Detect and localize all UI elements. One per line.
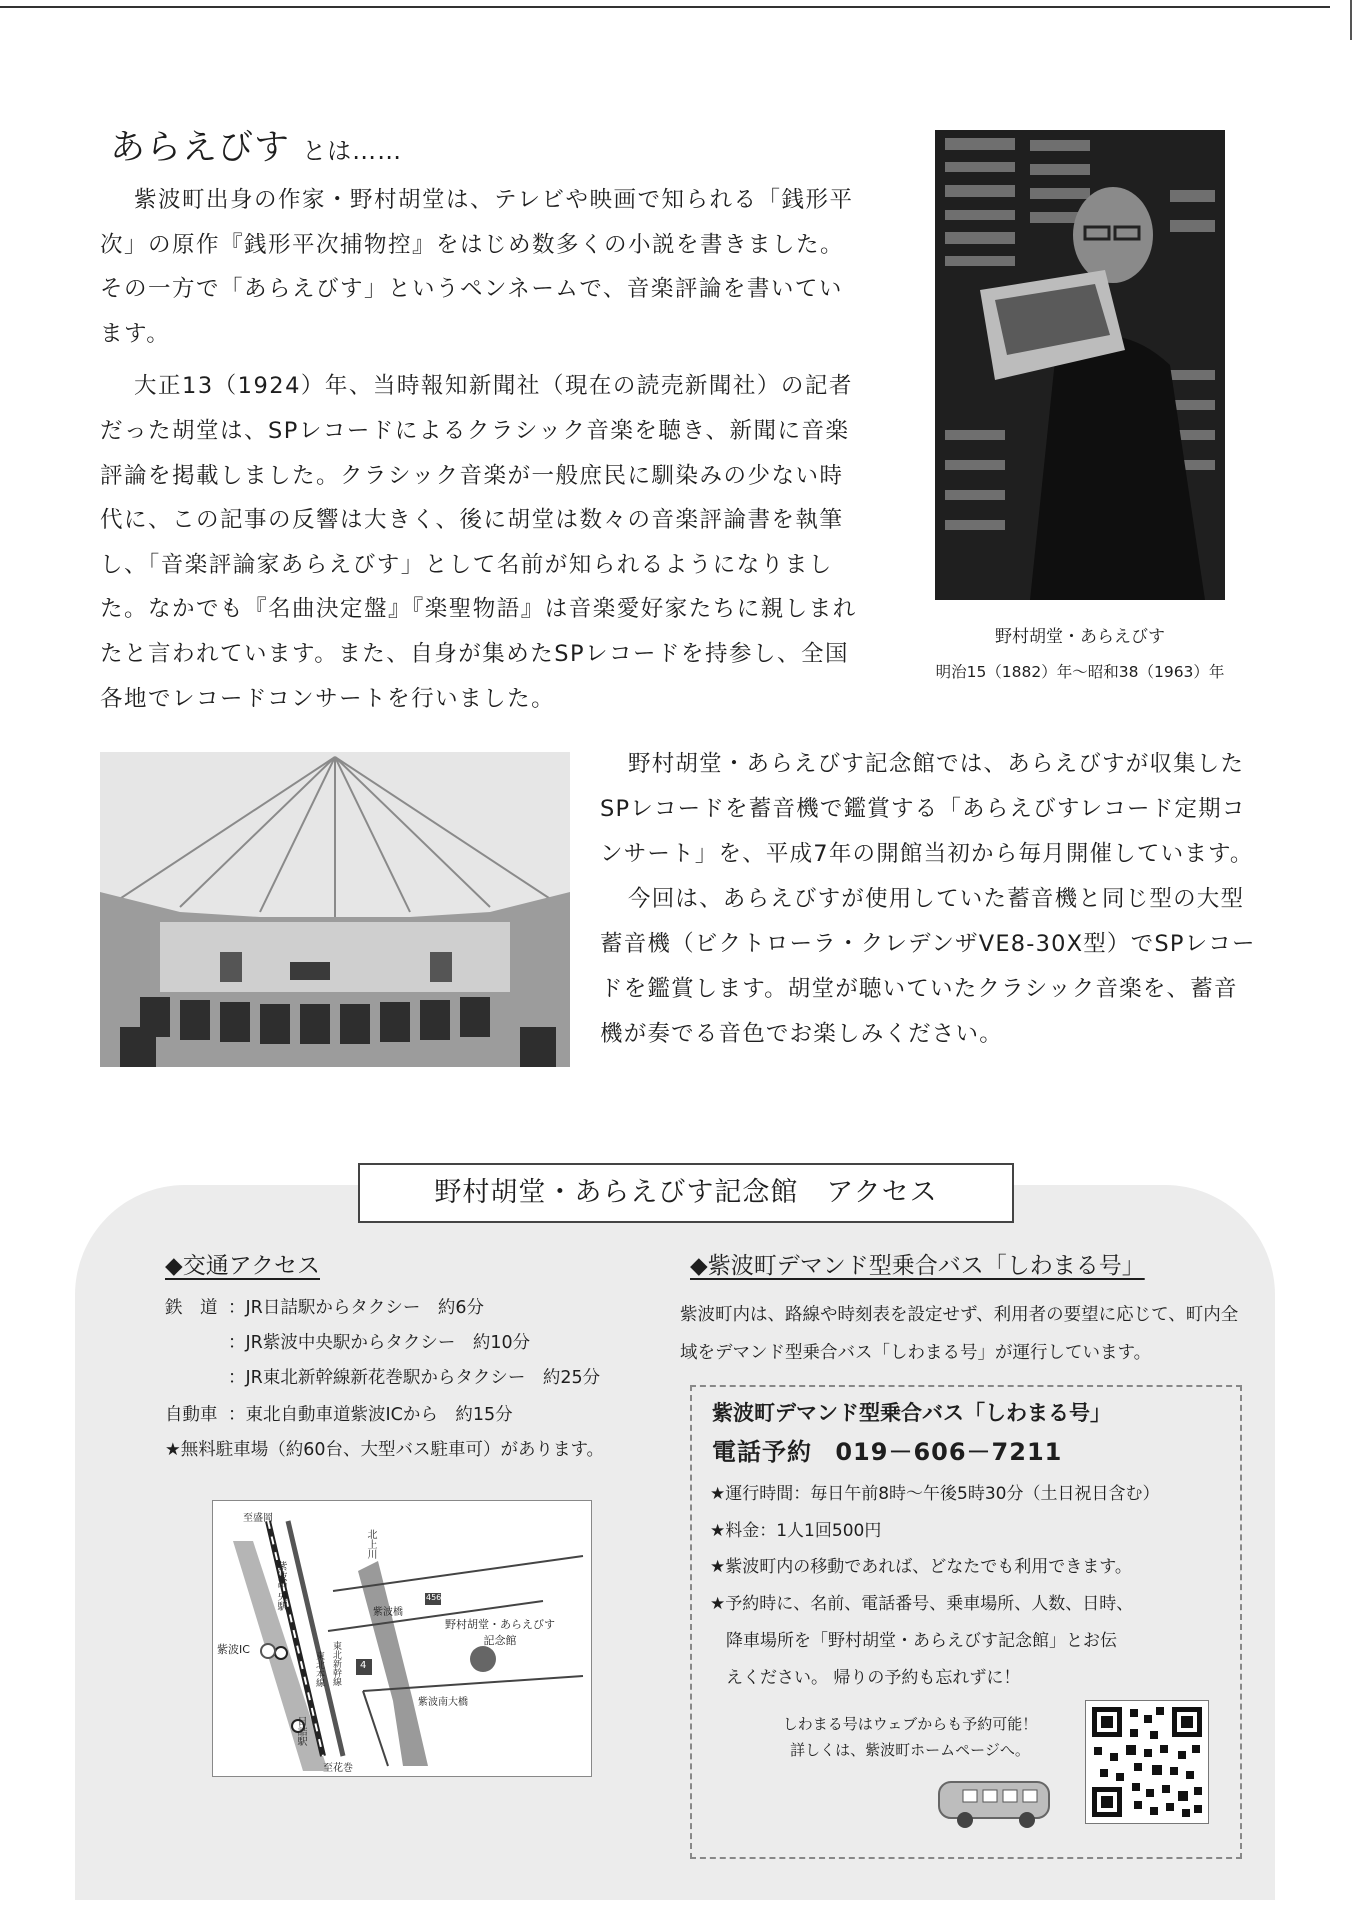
parking-note: ★無料駐車場（約60台、大型バス駐車可）があります。 (165, 1440, 605, 1460)
bus-phone-line (712, 1432, 1062, 1467)
intro-paragraph-2: 大正13（1924）年、当時報知新聞社（現在の読売新聞社）の記者だった胡堂は、SPレコードによるクラシック音楽を聴き、新聞に音楽評論を掲載しました。クラシック音楽が一般庶民に馴染みの少ない時代に、この記事の反響は大きく、後に胡堂は数々の音楽評論書を執筆し、「音楽評論家あらえびす」として名前が知られるようになりました。なかでも『名曲決定盤』『楽聖物語』は音楽愛好家たちに親しまれたと言われています。また、自身が集めたSPレコードを持参し、全国各地でレコードコンサートを行いました。 (100, 373, 857, 712)
concert-paragraph-1: 野村胡堂・あらえびす記念館では、あらえびすが収集したSPレコードを蓄音機で鑑賞する「あらえびすレコード定期コンサート」を、平成7年の開館当初から毎月開催しています。 (600, 751, 1254, 867)
intro-paragraph-1: 紫波町出身の作家・野村胡堂は、テレビや映画で知られる「銭形平次」の原作『銭形平次捕物控』をはじめ数多くの小説を書きました。その一方で「あらえびす」というペンネームで、音楽評論を書いています。 (100, 187, 854, 347)
rail-route-3: ：JR東北新幹線新花巻駅からタクシー 約25分 (228, 1368, 601, 1388)
map-label-station2: 日詰駅 (295, 1716, 306, 1746)
qr-code[interactable] (1085, 1700, 1209, 1824)
rail-route-2: ：JR紫波中央駅からタクシー 約10分 (228, 1333, 531, 1353)
bus-box-title: 紫波町デマンド型乗合バス「しわまる号」 (712, 1401, 1111, 1425)
map-label-museum: 野村胡堂・あらえびす記念館 (445, 1618, 555, 1647)
heading-sub: とは…… (302, 137, 403, 165)
portrait-photo (935, 130, 1225, 600)
bus-web-note-2: 詳しくは、紫波町ホームページへ。 (790, 1741, 1030, 1759)
bus-reserve-2: 降車場所を「野村胡堂・あらえびす記念館」とお伝 (726, 1631, 1117, 1651)
transport-heading: ◆交通アクセス (165, 1253, 320, 1279)
bus-phone-label: 電話予約 (712, 1438, 812, 1466)
map-label-river: 北上川 (365, 1529, 376, 1559)
rail-label: 鉄 道 (165, 1298, 218, 1318)
right-border (1350, 0, 1352, 40)
map-label-ic: 紫波IC (217, 1643, 250, 1656)
bus-web-note-1: しわまる号はウェブからも予約可能！ (782, 1715, 1038, 1733)
bus-reserve-1: ★予約時に、名前、電話番号、乗車場所、人数、日時、 (710, 1594, 1134, 1614)
access-title: 野村胡堂・あらえびす記念館 アクセス (358, 1163, 1014, 1223)
top-border (0, 0, 1330, 8)
rail-route-1: ：JR日詰駅からタクシー 約6分 (228, 1298, 484, 1318)
map-label-line2: 東北新幹線 (331, 1641, 341, 1686)
intro-text (100, 178, 860, 721)
concert-text (600, 742, 1260, 1057)
map-label-route4: 4 (360, 1660, 367, 1671)
bus-heading: ◆紫波町デマンド型乗合バス「しわまる号」 (690, 1253, 1145, 1279)
bus-usage: ★紫波町内の移動であれば、どなたでも利用できます。 (710, 1557, 1132, 1577)
car-label: 自動車 (165, 1405, 218, 1425)
map-label-station1: 紫波中央駅 (275, 1561, 286, 1611)
bus-icon (935, 1776, 1055, 1831)
car-route: ：東北自動車道紫波ICから 約15分 (228, 1405, 513, 1425)
portrait-caption-dates: 明治15（1882）年～昭和38（1963）年 (935, 663, 1225, 681)
bus-hours: ★運行時間：毎日午前8時～午後5時30分（土日祝日含む） (710, 1484, 1160, 1504)
map-label-south: 至花巻 (323, 1763, 353, 1774)
bus-reserve-3: えください。 帰りの予約も忘れずに！ (726, 1668, 1021, 1688)
portrait-caption-name: 野村胡堂・あらえびす (995, 627, 1165, 647)
concert-paragraph-2: 今回は、あらえびすが使用していた蓄音機と同じ型の大型蓄音機（ビクトローラ・クレデンザVE8-30X型）でSPレコードを鑑賞します。胡堂が聴いていたクラシック音楽を、蓄音機が奏でる音色でお楽しみください。 (600, 886, 1256, 1047)
bus-phone-number[interactable]: 019－606－7211 (835, 1438, 1063, 1466)
map-label-route456: 456 (426, 1593, 442, 1602)
bus-description: 紫波町内は、路線や時刻表を設定せず、利用者の要望に応じて、町内全域をデマンド型乗合バス「しわまる号」が運行しています。 (680, 1305, 1239, 1363)
heading-main: あらえびす (110, 128, 291, 168)
map-label-bridge2: 紫波南大橋 (418, 1697, 468, 1708)
map-label-north: 至盛岡 (243, 1513, 273, 1524)
intro-heading (110, 120, 402, 170)
map-label-line1: 東北本線 (314, 1651, 324, 1687)
bus-fare: ★料金：1人1回500円 (710, 1521, 882, 1541)
concert-hall-photo (100, 752, 570, 1067)
map-label-bridge1: 紫波橋 (373, 1607, 403, 1618)
access-map (212, 1500, 592, 1777)
